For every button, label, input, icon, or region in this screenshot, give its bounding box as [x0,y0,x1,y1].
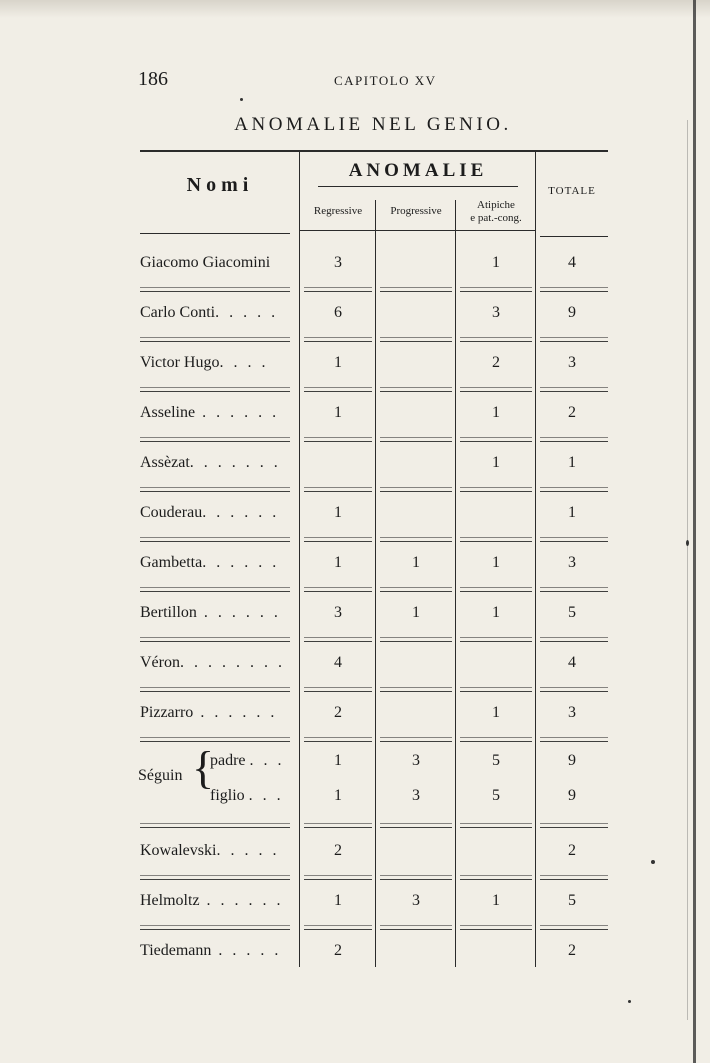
row-separator-rule [380,925,452,926]
regressive-value: 2 [334,842,342,859]
row-separator-rule [540,641,608,642]
row-separator-rule [380,691,452,692]
row-separator-rule [140,929,290,930]
row-separator-rule [460,437,532,438]
header-bottom-rule [140,233,290,234]
person-name: Séguin [138,767,183,784]
row-separator-rule [140,587,290,588]
row-separator-rule [380,637,452,638]
total-value: 3 [568,704,576,721]
row-separator-rule [460,391,532,392]
row-separator-rule [540,591,608,592]
row-separator-rule [140,823,290,824]
row-separator-rule [460,929,532,930]
atypical-value: 2 [492,354,500,371]
total-value: 3 [568,554,576,571]
table-row [0,589,710,639]
person-name: Kowalevski. . . . . [140,842,280,859]
row-separator-rule [380,387,452,388]
row-separator-rule [460,491,532,492]
row-separator-rule [460,487,532,488]
row-separator-rule [304,879,372,880]
person-name: Tiedemann . . . . . [140,942,282,959]
table-row [0,877,710,927]
row-separator-rule [304,287,372,288]
row-separator-rule [304,541,372,542]
person-name: Véron. . . . . . . . [140,654,285,671]
row-separator-rule [140,441,290,442]
row-separator-rule [140,827,290,828]
row-separator-rule [140,875,290,876]
row-separator-rule [140,637,290,638]
table-row [0,639,710,689]
row-separator-rule [540,875,608,876]
row-separator-rule [140,541,290,542]
row-separator-rule [460,737,532,738]
row-separator-rule [304,591,372,592]
row-separator-rule [140,337,290,338]
page-number: 186 [138,68,168,90]
atypical-value: 3 [492,304,500,321]
row-separator-rule [304,437,372,438]
row-separator-rule [304,337,372,338]
atypical-value: 1 [492,404,500,421]
row-separator-rule [140,641,290,642]
regressive-value: 6 [334,304,342,321]
row-separator-rule [304,875,372,876]
total-value: 9 [568,304,576,321]
row-separator-rule [540,737,608,738]
row-separator-rule [540,387,608,388]
row-separator-rule [380,487,452,488]
atypical-value: 1 [492,892,500,909]
person-name: Pizzarro . . . . . . [140,704,278,721]
regressive-value: 1 [334,892,342,909]
total-value: 3 [568,354,576,371]
table-row [0,927,710,977]
row-separator-rule [460,587,532,588]
header-bottom-rule [540,236,608,237]
row-separator-rule [540,487,608,488]
row-separator-rule [140,925,290,926]
row-separator-rule [540,823,608,824]
atypical-value: 1 [492,604,500,621]
row-separator-rule [460,875,532,876]
row-separator-rule [540,925,608,926]
person-name: Couderau. . . . . . [140,504,280,521]
row-separator-rule [304,687,372,688]
total-value: 9 [568,752,576,769]
row-separator-rule [460,637,532,638]
progressive-value: 1 [412,604,420,621]
table-row [0,539,710,589]
header-atypical [456,199,536,225]
row-separator-rule [304,341,372,342]
row-separator-rule [460,641,532,642]
row-separator-rule [540,491,608,492]
regressive-value: 2 [334,704,342,721]
row-separator-rule [540,537,608,538]
row-separator-rule [140,879,290,880]
table-row [0,339,710,389]
progressive-value: 3 [412,752,420,769]
header-anomalie: ANOMALIE [348,160,488,181]
row-separator-rule [380,441,452,442]
row-separator-rule [140,741,290,742]
row-separator-rule [304,741,372,742]
row-separator-rule [540,929,608,930]
row-separator-rule [380,875,452,876]
row-separator-rule [540,341,608,342]
header-atypical-line1: Atipiche [477,199,515,211]
row-separator-rule [304,737,372,738]
chapter-title: CAPITOLO XV [334,73,437,88]
row-separator-rule [460,879,532,880]
header-names: Nomi [186,174,254,196]
progressive-value: 3 [412,787,420,804]
row-separator-rule [380,641,452,642]
scan-speck [628,1000,631,1003]
row-separator-rule [460,441,532,442]
row-separator-rule [540,391,608,392]
regressive-value: 1 [334,404,342,421]
row-separator-rule [140,537,290,538]
row-separator-rule [380,591,452,592]
row-separator-rule [460,541,532,542]
row-separator-rule [140,591,290,592]
regressive-value: 1 [334,752,342,769]
row-separator-rule [380,391,452,392]
row-separator-rule [460,823,532,824]
scan-speck [240,98,243,101]
total-value: 1 [568,504,576,521]
row-separator-rule [540,741,608,742]
row-separator-rule [304,291,372,292]
row-separator-rule [380,737,452,738]
row-separator-rule [140,491,290,492]
progressive-value: 3 [412,892,420,909]
row-separator-rule [460,337,532,338]
regressive-value: 2 [334,942,342,959]
table-row [0,239,710,289]
row-separator-rule [304,637,372,638]
row-separator-rule [380,879,452,880]
table-row [0,389,710,439]
row-separator-rule [304,827,372,828]
atypical-value: 1 [492,704,500,721]
row-separator-rule [460,687,532,688]
total-value: 4 [568,254,576,271]
row-separator-rule [380,929,452,930]
row-separator-rule [460,291,532,292]
row-separator-rule [460,341,532,342]
progressive-value: 1 [412,554,420,571]
row-separator-rule [304,491,372,492]
header-progressive: Progressive [390,205,442,217]
row-separator-rule [380,687,452,688]
total-value: 1 [568,454,576,471]
person-name: Carlo Conti. . . . . [140,304,279,321]
person-name: Giacomo Giacomini [140,254,271,271]
atypical-value: 1 [492,254,500,271]
row-separator-rule [304,929,372,930]
atypical-value: 5 [492,752,500,769]
row-separator-rule [380,491,452,492]
group-underline [318,186,518,187]
row-separator-rule [540,441,608,442]
row-separator-rule [540,587,608,588]
row-separator-rule [460,827,532,828]
regressive-value: 4 [334,654,342,671]
person-name: Asseline . . . . . . [140,404,280,421]
brace-glyph: { [192,742,215,793]
row-separator-rule [304,823,372,824]
row-separator-rule [460,287,532,288]
row-separator-rule [380,537,452,538]
table-top-rule [140,150,608,152]
table-row [0,689,710,739]
row-separator-rule [140,487,290,488]
regressive-value: 1 [334,504,342,521]
person-name: Victor Hugo. . . . [140,354,269,371]
header-regressive: Regressive [313,205,363,217]
scan-speck [686,540,689,546]
row-separator-rule [304,537,372,538]
regressive-value: 1 [334,787,342,804]
page-top-shadow [0,0,710,18]
page-header [138,68,608,94]
row-separator-rule [460,691,532,692]
row-separator-rule [140,687,290,688]
regressive-value: 1 [334,554,342,571]
row-separator-rule [460,741,532,742]
regressive-value: 3 [334,604,342,621]
seguin-figlio-label: figlio . . . [210,787,284,804]
table-row-seguin [0,739,710,819]
row-separator-rule [140,341,290,342]
row-separator-rule [460,387,532,388]
table-row [0,439,710,489]
person-name: Gambetta. . . . . . [140,554,280,571]
atypical-value: 5 [492,787,500,804]
person-name: Helmoltz . . . . . . [140,892,284,909]
row-separator-rule [540,291,608,292]
row-separator-rule [140,737,290,738]
total-value: 2 [568,842,576,859]
row-separator-rule [304,587,372,588]
header-atypical-line2: e pat.-cong. [470,212,522,224]
row-separator-rule [304,391,372,392]
row-separator-rule [304,641,372,642]
total-value: 5 [568,604,576,621]
section-title: ANOMALIE NEL GENIO. [234,114,512,135]
row-separator-rule [380,827,452,828]
row-separator-rule [140,437,290,438]
regressive-value: 1 [334,354,342,371]
person-name: Bertillon . . . . . . [140,604,281,621]
row-separator-rule [540,827,608,828]
header-total: TOTALE [548,185,596,197]
row-separator-rule [540,637,608,638]
table-row [0,489,710,539]
total-value: 5 [568,892,576,909]
row-separator-rule [380,341,452,342]
row-separator-rule [380,823,452,824]
scan-speck [651,860,655,864]
row-separator-rule [380,287,452,288]
row-separator-rule [380,437,452,438]
atypical-value: 1 [492,554,500,571]
row-separator-rule [304,691,372,692]
row-separator-rule [304,441,372,442]
total-value: 2 [568,404,576,421]
row-separator-rule [540,337,608,338]
row-separator-rule [140,287,290,288]
row-separator-rule [380,741,452,742]
row-separator-rule [380,541,452,542]
row-separator-rule [304,487,372,488]
row-separator-rule [460,591,532,592]
row-separator-rule [140,391,290,392]
row-separator-rule [140,291,290,292]
total-value: 2 [568,942,576,959]
row-separator-rule [460,925,532,926]
row-separator-rule [140,691,290,692]
total-value: 4 [568,654,576,671]
atypical-value: 1 [492,454,500,471]
seguin-padre-label: padre . . . [210,752,285,769]
row-separator-rule [540,437,608,438]
table-row [0,289,710,339]
row-separator-rule [380,337,452,338]
regressive-value: 3 [334,254,342,271]
row-separator-rule [540,287,608,288]
row-separator-rule [304,387,372,388]
total-value: 9 [568,787,576,804]
row-separator-rule [140,387,290,388]
row-separator-rule [540,879,608,880]
row-separator-rule [540,541,608,542]
row-separator-rule [460,537,532,538]
row-separator-rule [380,291,452,292]
header-bottom-rule [300,230,536,231]
person-name: Assèzat. . . . . . . [140,454,281,471]
row-separator-rule [540,691,608,692]
row-separator-rule [540,687,608,688]
row-separator-rule [304,925,372,926]
table-row [0,827,710,877]
row-separator-rule [380,587,452,588]
